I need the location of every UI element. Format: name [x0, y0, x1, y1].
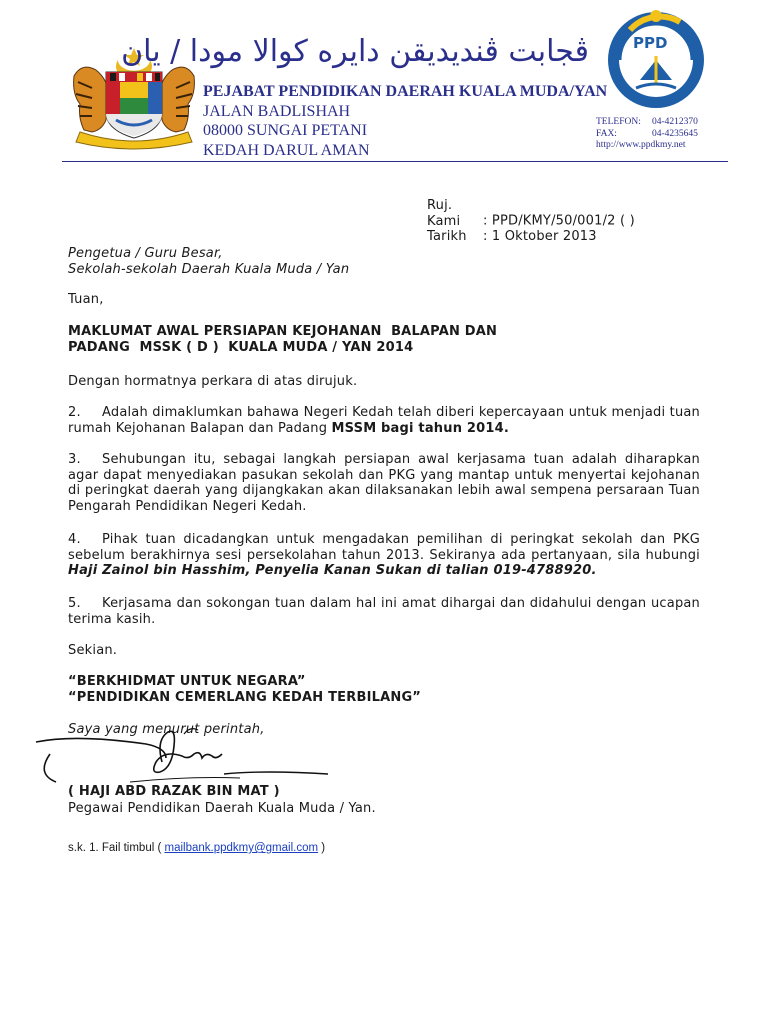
office-state: KEDAH DARUL AMAN — [203, 141, 370, 159]
recipient-block — [68, 246, 349, 277]
telefon-value: 04-4212370 — [652, 117, 698, 127]
recipient-line-2: Sekolah-sekolah Daerah Kuala Muda / Yan — [68, 261, 350, 277]
cc-email-link[interactable]: mailbank.ppdkmy@gmail.com — [164, 842, 319, 854]
ppd-logo — [600, 8, 712, 112]
paragraph-text: Kerjasama dan sokongan tuan dalam hal ini amat dihargai dan didahului dengan ucapan terima kasih. — [68, 596, 700, 627]
jawi-title: ڤجابت ڤندیدیقن دایره کوالا مودا / یان — [121, 34, 589, 69]
paragraph-4 — [68, 532, 700, 579]
paragraph-number: 4. — [68, 532, 81, 547]
telefon-label: TELEFON: — [596, 117, 641, 127]
tarikh-value: : 1 Oktober 2013 — [483, 229, 597, 244]
motto-line-2: “PENDIDIKAN CEMERLANG KEDAH TERBILANG” — [68, 689, 422, 705]
paragraph-number: 5. — [68, 596, 81, 611]
recipient-line-1: Pengetua / Guru Besar, — [68, 246, 223, 261]
office-postcode: 08000 SUNGAI PETANI — [203, 122, 368, 139]
letterhead — [0, 0, 768, 165]
office-address — [203, 82, 607, 160]
contact-block — [596, 117, 698, 152]
website-link[interactable]: http://www.ppdkmy.net — [596, 140, 686, 150]
paragraph-number: 3. — [68, 452, 81, 467]
paragraph-text: Adalah dimaklumkan bahawa Negeri Kedah telah diberi kepercayaan untuk menjadi tuan rumah Kejohanan Balapan dan Padang — [68, 405, 700, 436]
subject-line-1: MAKLUMAT AWAL PERSIAPAN KEJOHANAN BALAPAN DAN — [68, 324, 498, 339]
motto-block — [68, 674, 421, 705]
paragraph-3 — [68, 452, 700, 514]
office-name: PEJABAT PENDIDIKAN DAERAH KUALA MUDA/YAN — [203, 83, 608, 100]
subject-block — [68, 324, 497, 355]
closing: Sekian. — [68, 643, 118, 658]
subject-line-2: PADANG MSSK ( D ) KUALA MUDA / YAN 2014 — [68, 339, 414, 355]
tarikh-label: Tarikh — [427, 229, 467, 244]
paragraph-5 — [68, 596, 700, 627]
paragraph-text: Sehubungan itu, sebagai langkah persiapan awal kerjasama tuan adalah diharapkan agar dapat menyediakan pasukan sekolah dan PKG yang mantap untuk menyertai kejohanan di peringkat daerah yang dijangkakan akan dilaksanakan lebih awal sempena persaraan Tuan Pengarah Pendidikan Negeri Kedah. — [68, 452, 700, 514]
paragraph-bold-text: Haji Zainol bin Hasshim, Penyelia Kanan Sukan di talian 019-4788920. — [68, 563, 597, 578]
cc-line — [68, 842, 325, 854]
salutation: Tuan, — [68, 292, 104, 307]
paragraph-bold-text: MSSM bagi tahun 2014. — [331, 420, 510, 436]
signatory-name: ( HAJI ABD RAZAK BIN MAT ) — [68, 784, 280, 799]
paragraph-2 — [68, 405, 700, 436]
fax-value: 04-4235645 — [652, 128, 698, 139]
cc-suffix: ) — [318, 842, 326, 854]
cc-prefix: s.k. 1. Fail timbul ( — [68, 842, 165, 854]
paragraph-text: Pihak tuan dicadangkan untuk mengadakan pemilihan di peringkat sekolah dan PKG sebelum berakhirnya sesi persekolahan tahun 2013. Sekiranya ada pertanyaan, sila hubungi — [68, 532, 700, 563]
ruj-value: : PPD/KMY/50/001/2 ( ) — [483, 213, 635, 229]
signatory-title: Pegawai Pendidikan Daerah Kuala Muda / Yan. — [68, 801, 376, 816]
opening-line: Dengan hormatnya perkara di atas dirujuk. — [68, 374, 358, 389]
order-line: Saya yang menurut perintah, — [68, 722, 265, 737]
ruj-label: Ruj. Kami — [427, 198, 461, 229]
fax-label: FAX: — [596, 128, 617, 139]
office-street: JALAN BADLISHAH — [203, 102, 351, 120]
reference-block — [427, 198, 635, 245]
paragraph-number: 2. — [68, 405, 81, 420]
ppd-logo-text: PPD — [633, 34, 668, 52]
motto-line-1: “BERKHIDMAT UNTUK NEGARA” — [68, 674, 306, 689]
header-divider — [62, 161, 728, 162]
